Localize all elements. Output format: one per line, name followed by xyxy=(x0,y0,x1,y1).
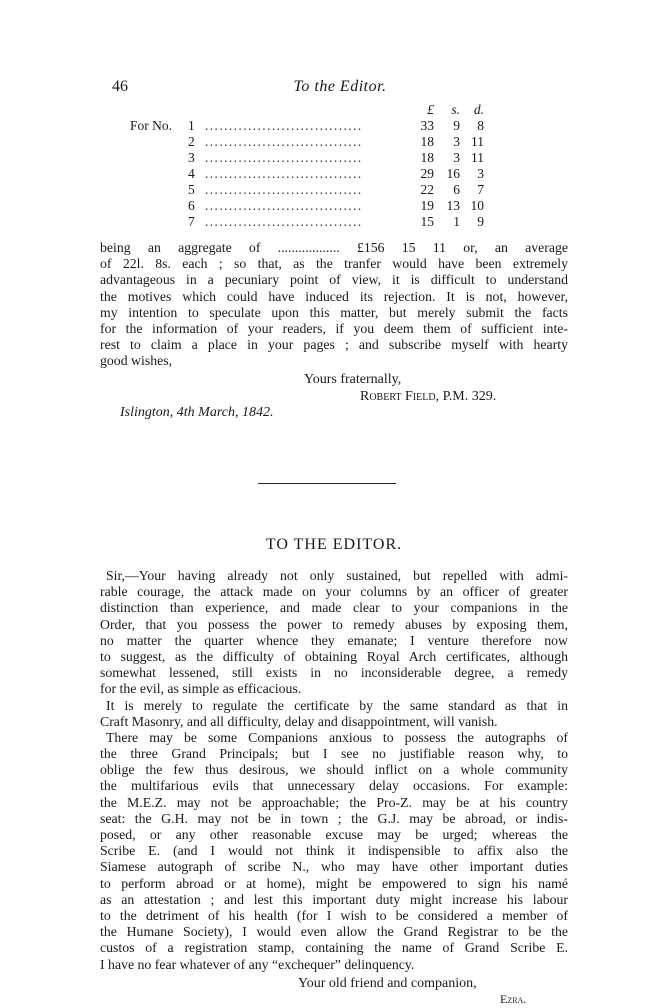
pence-value: 7 xyxy=(477,182,484,197)
page-header xyxy=(112,78,568,98)
text-line: Siamese autograph of scribe N., who may have other important duties xyxy=(100,859,568,875)
leader-dots: ................................. xyxy=(205,198,363,213)
account-row xyxy=(112,198,568,214)
text-line: somewhat lessened, still exists in no inconsiderable degree, a remedy xyxy=(100,665,568,681)
for-number-label: For No. xyxy=(130,118,173,133)
account-number: 6 xyxy=(188,198,195,213)
text-line: to suggest, as the difficulty of obtaining Royal Arch certificates, although xyxy=(100,648,568,664)
account-row xyxy=(112,150,568,166)
account-row xyxy=(112,134,568,150)
pounds-value: 19 xyxy=(420,198,434,213)
text-line: for the evil, as simple as efficacious. xyxy=(100,681,302,697)
section-divider xyxy=(258,483,396,484)
account-number: 3 xyxy=(188,150,195,165)
letter-two-body xyxy=(100,568,568,973)
text-line: good wishes, xyxy=(100,353,173,369)
account-number: 7 xyxy=(188,214,195,229)
text-line: advantageous in a pecuniary point of view, it is difficult to understand xyxy=(100,272,568,288)
shillings-value: 16 xyxy=(446,166,460,181)
account-number: 4 xyxy=(188,166,195,181)
text-line: I have no fear whatever of any “exchequer” delinquency. xyxy=(100,956,415,972)
pounds-value: 29 xyxy=(420,166,434,181)
account-number: 2 xyxy=(188,134,195,149)
letter-one-closing: Yours fraternally, xyxy=(304,372,402,387)
pounds-value: 22 xyxy=(420,182,434,197)
text-line: custos of a registration stamp, containing the name of Grand Scribe E. xyxy=(100,940,568,956)
pounds-value: 15 xyxy=(420,214,434,229)
shillings-value: 1 xyxy=(453,214,460,229)
text-line: posed, or any other reasonable excuse may be urged; whereas the xyxy=(100,827,568,842)
currency-column-headings xyxy=(412,102,492,118)
leader-dots: ................................. xyxy=(205,150,363,165)
running-title: To the Editor. xyxy=(293,78,387,95)
text-line: the M.E.Z. may not be approachable; the Pro-Z. may be at his country xyxy=(100,794,568,810)
text-line: Craft Masonry, and all difficulty, delay and disappointment, will vanish. xyxy=(100,713,498,729)
text-line: the multifarious evils that unnecessary delay occasions. For example: xyxy=(100,778,568,794)
leader-dots: ................................. xyxy=(205,118,363,133)
pence-value: 11 xyxy=(471,150,484,165)
text-line: Sir,—Your having already not only sustained, but repelled with admi- xyxy=(106,568,568,583)
leader-dots: ................................. xyxy=(205,214,363,229)
account-number: 5 xyxy=(188,182,195,197)
account-number: 1 xyxy=(188,118,195,133)
letter-one-body xyxy=(100,240,568,370)
text-line: to the detriment of his health (for I wish to be considered a member of xyxy=(100,907,568,923)
page-number: 46 xyxy=(112,78,128,95)
text-line: rest to claim a place in your pages ; and subscribe myself with hearty xyxy=(100,337,568,353)
letter-two-closing: Your old friend and companion, xyxy=(298,976,477,991)
text-line: being an aggregate of .................. £156 15 11 or, an average xyxy=(100,240,568,255)
pence-value: 3 xyxy=(477,166,484,181)
pence-heading: d. xyxy=(473,102,484,117)
text-line: distinction than experience, and made clear to your companions in the xyxy=(100,600,568,616)
pence-value: 11 xyxy=(471,134,484,149)
text-line: oblige the few thus desirous, we should inflict on a whole community xyxy=(100,762,568,778)
account-row xyxy=(112,118,568,134)
pounds-value: 33 xyxy=(420,118,434,133)
letter-two-lines xyxy=(100,568,568,973)
account-row xyxy=(112,214,568,230)
pounds-value: 18 xyxy=(420,150,434,165)
account-row xyxy=(112,182,568,198)
text-line: the motives which could have induced its rejection. It is not, however, xyxy=(100,288,568,304)
text-line: seat: the G.H. may not be in town ; the G.J. may be abroad, or indis- xyxy=(100,810,568,826)
letter-one-lines xyxy=(100,240,568,370)
pounds-value: 18 xyxy=(420,134,434,149)
shillings-value: 6 xyxy=(453,182,460,197)
letter-two-signature: Ezra. xyxy=(500,992,527,1006)
text-line: for the information of your readers, if you deem them of sufficient inte- xyxy=(100,320,568,336)
text-line: of 22l. 8s. each ; so that, as the tranfer would have been extremely xyxy=(100,256,568,272)
letter-one-place-date: Islington, 4th March, 1842. xyxy=(120,405,274,420)
text-line: Order, that you possess the power to remedy abuses by exposing them, xyxy=(100,616,568,632)
text-line: the Humane Society), I would even allow the Grand Registrar to be the xyxy=(100,924,568,940)
shillings-value: 9 xyxy=(453,118,460,133)
pence-value: 9 xyxy=(477,214,484,229)
text-line: to perform abroad or at home), might be empowered to sign his namé xyxy=(100,875,568,891)
leader-dots: ................................. xyxy=(205,166,363,181)
shillings-value: 13 xyxy=(446,198,460,213)
text-line: It is merely to regulate the certificate by the same standard as that in xyxy=(106,697,568,713)
text-line: rable courage, the attack made on your columns by an officer of greater xyxy=(100,584,568,600)
text-line: Scribe E. (and I would not think it indispensible to affix also the xyxy=(100,843,568,859)
leader-dots: ................................. xyxy=(205,134,363,149)
letter-one-signature: Robert Field, P.M. 329. xyxy=(360,389,497,404)
shillings-value: 3 xyxy=(453,134,460,149)
text-line: There may be some Companions anxious to possess the autographs of xyxy=(106,729,568,745)
pence-value: 8 xyxy=(477,118,484,133)
leader-dots: ................................. xyxy=(205,182,363,197)
pounds-heading: £ xyxy=(427,102,434,117)
text-line: as an attestation ; and lest this important duty might increase his labour xyxy=(100,891,568,907)
account-row xyxy=(112,166,568,182)
pence-value: 10 xyxy=(470,198,484,213)
shillings-value: 3 xyxy=(453,150,460,165)
letter-two-heading: TO THE EDITOR. xyxy=(265,536,403,553)
text-line: no matter the quarter whence they emanate; I venture therefore now xyxy=(100,632,568,648)
shillings-heading: s. xyxy=(451,102,460,117)
text-line: the three Grand Principals; but I see no justifiable reason why, to xyxy=(100,746,568,762)
text-line: my intention to speculate upon this matter, but merely submit the facts xyxy=(100,304,568,320)
